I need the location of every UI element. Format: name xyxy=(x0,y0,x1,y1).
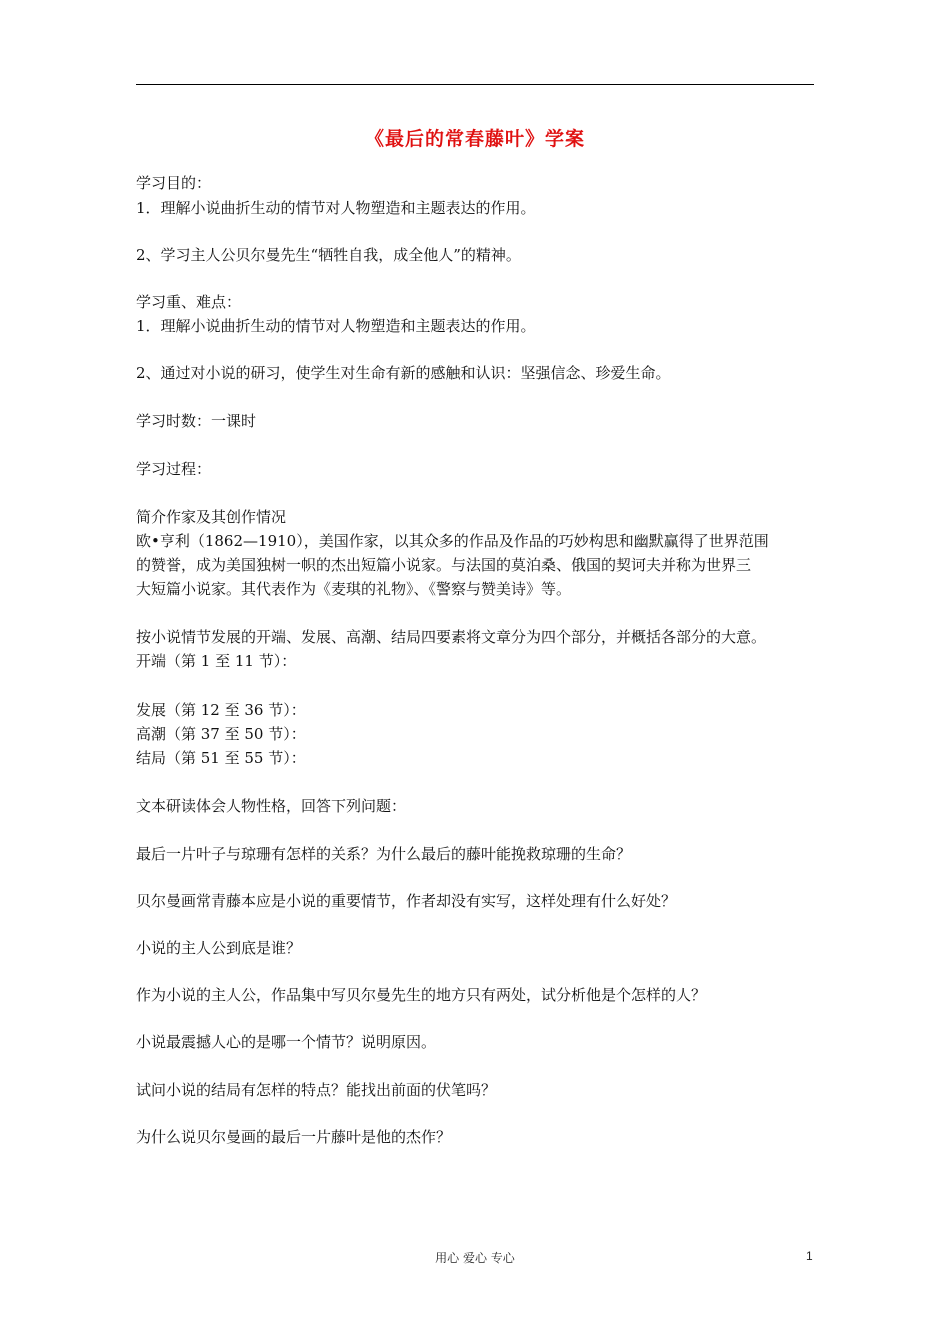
page-number: 1 xyxy=(806,1249,813,1263)
objective-item-1: 1．理解小说曲折生动的情节对人物塑造和主题表达的作用。 xyxy=(136,199,536,217)
structure-part-climax: 高潮（第 37 至 50 节）： xyxy=(136,725,306,743)
author-text-line: 欧•亨利（1862—1910），美国作家，以其众多的作品及作品的巧妙构思和幽默赢得了世界范围 xyxy=(136,532,769,550)
key-point-item-2: 2、通过对小说的研习，使学生对生命有新的感触和认识：坚强信念、珍爱生命。 xyxy=(136,364,671,382)
structure-intro: 按小说情节发展的开端、发展、高潮、结局四要素将文章分为四个部分，并概括各部分的大意。 xyxy=(136,628,767,646)
structure-part-development: 发展（第 12 至 36 节）： xyxy=(136,701,306,719)
process-heading: 学习过程： xyxy=(136,460,212,478)
structure-part-ending: 结局（第 51 至 55 节）： xyxy=(136,749,306,767)
key-points-heading: 学习重、难点： xyxy=(136,293,242,311)
question-item: 最后一片叶子与琼珊有怎样的关系？为什么最后的藤叶能挽救琼珊的生命？ xyxy=(136,845,632,863)
question-item: 小说的主人公到底是谁？ xyxy=(136,939,302,957)
author-text-line: 大短篇小说家。其代表作为《麦琪的礼物》、《警察与赞美诗》等。 xyxy=(136,580,572,598)
study-hours: 学习时数：一课时 xyxy=(136,412,257,430)
question-item: 作为小说的主人公，作品集中写贝尔曼先生的地方只有两处，试分析他是个怎样的人？ xyxy=(136,986,707,1004)
header-rule xyxy=(136,84,814,85)
objectives-heading: 学习目的： xyxy=(136,174,212,192)
question-item: 为什么说贝尔曼画的最后一片藤叶是他的杰作？ xyxy=(136,1128,452,1146)
document-title: 《最后的常春藤叶》学案 xyxy=(364,128,585,150)
question-item: 试问小说的结局有怎样的特点？能找出前面的伏笔吗？ xyxy=(136,1081,497,1099)
question-item: 小说最震撼人心的是哪一个情节？说明原因。 xyxy=(136,1033,437,1051)
author-text-line: 的赞誉，成为美国独树一帜的杰出短篇小说家。与法国的莫泊桑、俄国的契诃夫并称为世界三 xyxy=(136,556,752,574)
footer-motto: 用心 爱心 专心 xyxy=(435,1251,515,1265)
structure-part-opening: 开端（第 1 至 11 节）： xyxy=(136,652,297,670)
objective-item-2: 2、学习主人公贝尔曼先生“牺牲自我，成全他人”的精神。 xyxy=(136,246,521,264)
question-item: 贝尔曼画常青藤本应是小说的重要情节，作者却没有实写，这样处理有什么好处？ xyxy=(136,892,677,910)
key-point-item-1: 1．理解小说曲折生动的情节对人物塑造和主题表达的作用。 xyxy=(136,317,536,335)
reading-heading: 文本研读体会人物性格，回答下列问题： xyxy=(136,797,407,815)
author-heading: 简介作家及其创作情况 xyxy=(136,508,287,526)
